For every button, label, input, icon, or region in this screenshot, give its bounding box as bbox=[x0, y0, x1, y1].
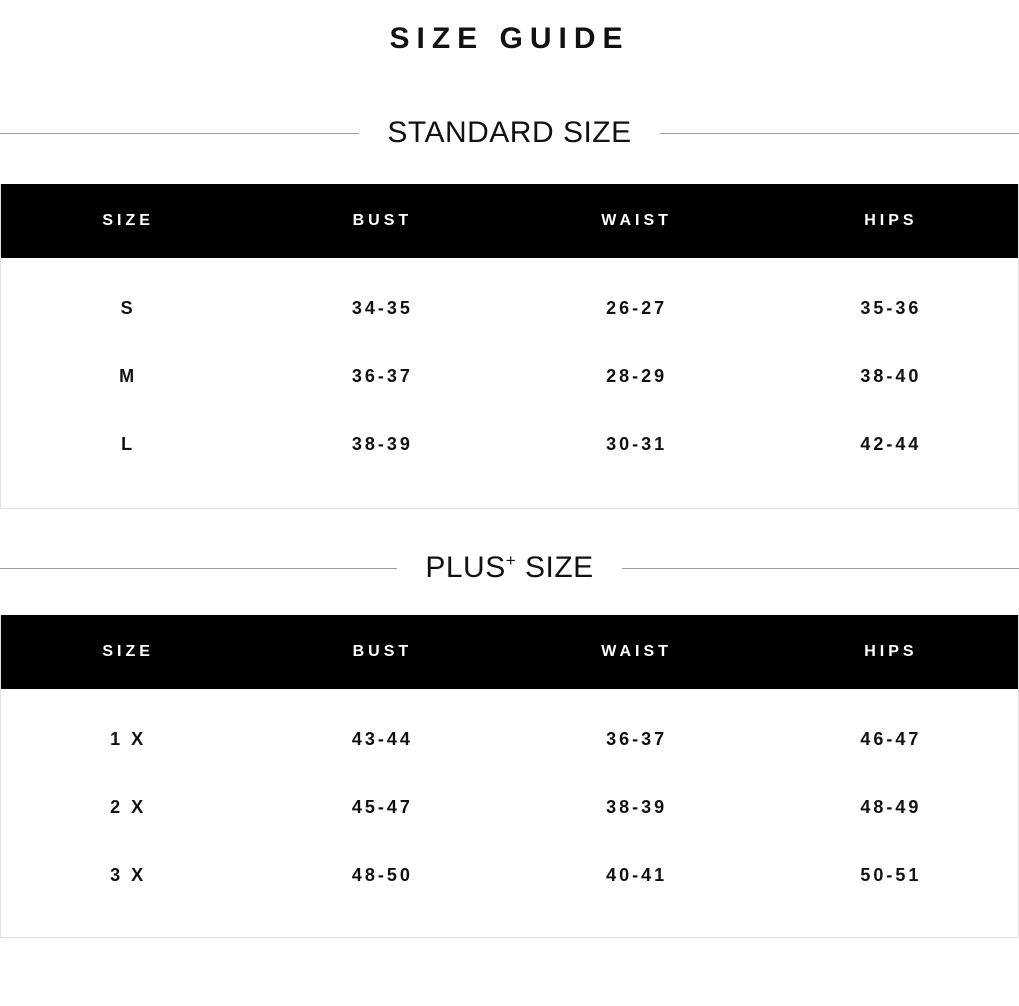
spacer-cell bbox=[255, 258, 509, 274]
section-heading-plus bbox=[0, 551, 1019, 585]
standard-size-table-wrap bbox=[0, 184, 1019, 509]
spacer-cell bbox=[764, 258, 1018, 274]
cell-hips: 42-44 bbox=[860, 433, 922, 454]
cell-bust: 45-47 bbox=[351, 796, 413, 817]
heading-rule-left bbox=[0, 133, 359, 134]
heading-rule-right bbox=[660, 133, 1019, 134]
cell-size: L bbox=[121, 433, 136, 454]
spacer-row bbox=[1, 689, 1018, 705]
cell-waist: 30-31 bbox=[606, 433, 668, 454]
heading-rule-right bbox=[622, 568, 1019, 569]
plus-size-heading-main: PLUS bbox=[425, 551, 506, 584]
column-header-size: SIZE bbox=[1, 184, 255, 258]
spacer-row bbox=[1, 478, 1018, 508]
cell-hips: 48-49 bbox=[860, 796, 922, 817]
cell-bust: 36-37 bbox=[351, 365, 413, 386]
spacer-cell bbox=[255, 478, 509, 508]
spacer-row bbox=[1, 909, 1018, 937]
table-row bbox=[1, 841, 1018, 909]
table-header-row bbox=[1, 184, 1018, 258]
spacer-cell bbox=[1, 478, 255, 508]
column-header-bust: BUST bbox=[255, 615, 509, 689]
cell-size: M bbox=[119, 365, 138, 386]
spacer-row bbox=[1, 258, 1018, 274]
spacer-cell bbox=[510, 689, 764, 705]
standard-size-table bbox=[1, 184, 1018, 508]
standard-size-heading: STANDARD SIZE bbox=[387, 116, 632, 149]
section-heading-standard bbox=[0, 116, 1019, 150]
cell-hips: 46-47 bbox=[860, 728, 922, 749]
spacer-cell bbox=[255, 689, 509, 705]
plus-size-heading-superscript: + bbox=[505, 551, 517, 570]
cell-waist: 38-39 bbox=[606, 796, 668, 817]
spacer-cell bbox=[510, 478, 764, 508]
cell-bust: 48-50 bbox=[351, 864, 413, 885]
plus-size-heading-tail: SIZE bbox=[516, 551, 594, 584]
table-row bbox=[1, 342, 1018, 410]
spacer-cell bbox=[764, 689, 1018, 705]
table-header-row bbox=[1, 615, 1018, 689]
cell-waist: 36-37 bbox=[606, 728, 668, 749]
plus-size-table-wrap bbox=[0, 615, 1019, 938]
spacer-cell bbox=[764, 478, 1018, 508]
column-header-size: SIZE bbox=[1, 615, 255, 689]
spacer-cell bbox=[255, 909, 509, 937]
spacer-cell bbox=[764, 909, 1018, 937]
heading-rule-left bbox=[0, 568, 397, 569]
spacer-cell bbox=[510, 909, 764, 937]
cell-hips: 38-40 bbox=[860, 365, 922, 386]
table-row bbox=[1, 274, 1018, 342]
column-header-bust: BUST bbox=[255, 184, 509, 258]
cell-size: S bbox=[120, 297, 136, 318]
table-row bbox=[1, 410, 1018, 478]
cell-size: 3 X bbox=[110, 864, 147, 885]
plus-size-table bbox=[1, 615, 1018, 937]
cell-waist: 28-29 bbox=[606, 365, 668, 386]
spacer-cell bbox=[1, 689, 255, 705]
cell-hips: 50-51 bbox=[860, 864, 922, 885]
spacer-cell bbox=[1, 909, 255, 937]
cell-size: 1 X bbox=[110, 728, 147, 749]
cell-waist: 40-41 bbox=[606, 864, 668, 885]
cell-bust: 34-35 bbox=[351, 297, 413, 318]
cell-bust: 43-44 bbox=[351, 728, 413, 749]
table-row bbox=[1, 773, 1018, 841]
cell-size: 2 X bbox=[110, 796, 147, 817]
plus-size-heading bbox=[397, 551, 621, 585]
page-title: SIZE GUIDE bbox=[389, 22, 630, 55]
column-header-hips: HIPS bbox=[764, 615, 1018, 689]
spacer-cell bbox=[510, 258, 764, 274]
column-header-waist: WAIST bbox=[510, 184, 764, 258]
cell-bust: 38-39 bbox=[351, 433, 413, 454]
column-header-waist: WAIST bbox=[510, 615, 764, 689]
column-header-hips: HIPS bbox=[764, 184, 1018, 258]
table-row bbox=[1, 705, 1018, 773]
spacer-cell bbox=[1, 258, 255, 274]
cell-waist: 26-27 bbox=[606, 297, 668, 318]
cell-hips: 35-36 bbox=[860, 297, 922, 318]
